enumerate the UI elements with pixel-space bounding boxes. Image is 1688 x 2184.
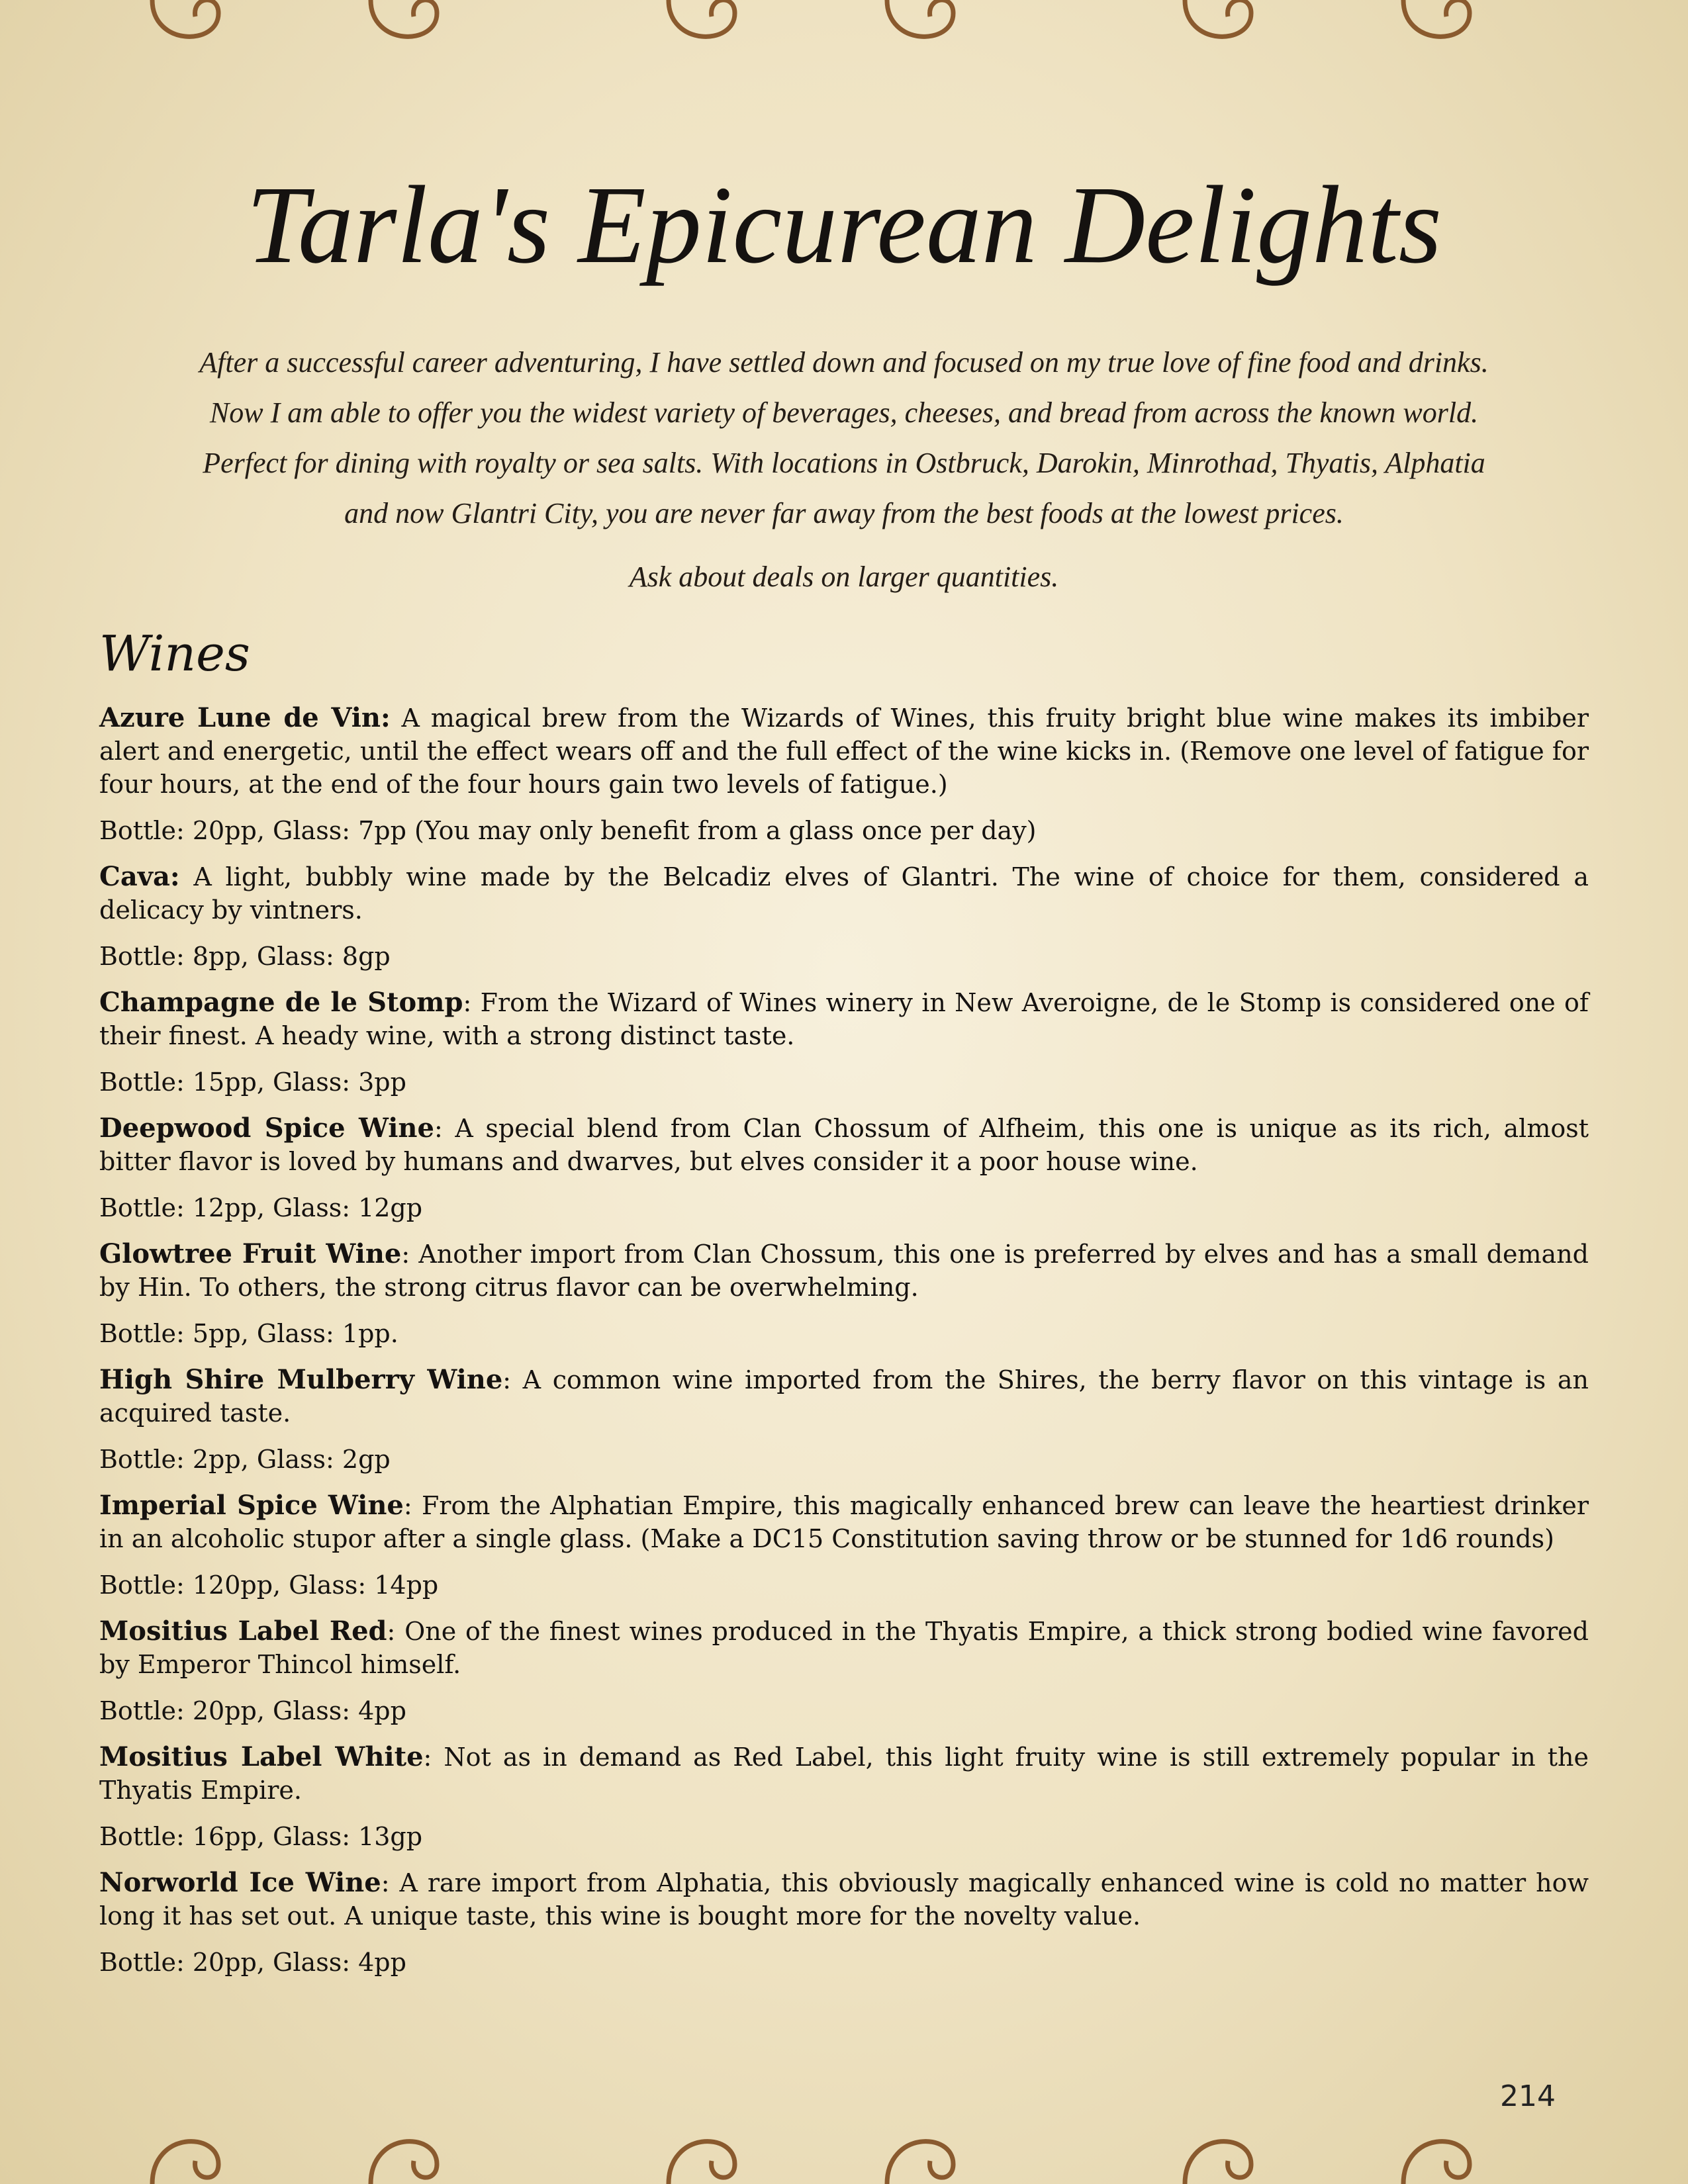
wine-description (99, 986, 1589, 1052)
page-title: Tarla's Epicurean Delights (246, 163, 1442, 287)
wine-description (99, 702, 1589, 801)
wine-name: Norworld Ice Wine (99, 1867, 381, 1898)
deals-note: Ask about deals on larger quantities. (629, 561, 1059, 593)
wine-entry (99, 1741, 1589, 1853)
wine-entry (99, 986, 1589, 1099)
wine-name: Mositius Label Red (99, 1615, 387, 1647)
wine-description-text: : From the Wizard of Wines winery in New Averoigne, de le Stomp is considered one of their finest. A heady wine, with a strong distinct taste. (99, 988, 1589, 1050)
wine-entry (99, 702, 1589, 847)
intro-line: After a successful career adventuring, I have settled down and focused on my true love of fine food and drinks. (199, 346, 1489, 379)
page-number: 214 (1500, 2079, 1556, 2113)
wine-entry (99, 1238, 1589, 1350)
wine-description-text: : One of the finest wines produced in the Thyatis Empire, a thick strong bodied wine favored by Emperor Thincol himself. (99, 1617, 1589, 1679)
wine-name: Glowtree Fruit Wine (99, 1238, 402, 1269)
wine-name: Mositius Label White (99, 1741, 424, 1772)
wine-description (99, 1112, 1589, 1178)
wine-description (99, 1363, 1589, 1430)
wine-description-text: : Another import from Clan Chossum, this one is preferred by elves and has a small demand by Hin. To others, the strong citrus flavor can be overwhelming. (99, 1240, 1589, 1302)
wine-entry (99, 1489, 1589, 1602)
wine-description (99, 860, 1589, 927)
wine-description (99, 1238, 1589, 1304)
intro-line: Perfect for dining with royalty or sea salts. With locations in Ostbruck, Darokin, Minrothad, Thyatis, Alphatia (203, 447, 1485, 479)
wine-name: High Shire Mulberry Wine (99, 1364, 503, 1395)
wine-name: Champagne de le Stomp (99, 987, 463, 1018)
wine-description-text: : A common wine imported from the Shires, the berry flavor on this vintage is an acquired taste. (99, 1365, 1589, 1428)
wine-price: Bottle: 16pp, Glass: 13gp (99, 1822, 423, 1851)
wine-name: Azure Lune de Vin: (99, 702, 391, 733)
wine-price: Bottle: 20pp, Glass: 4pp (99, 1948, 406, 1977)
wine-price: Bottle: 2pp, Glass: 2gp (99, 1445, 391, 1474)
wine-entry (99, 1615, 1589, 1727)
decorative-border-top (0, 0, 1688, 79)
wine-description-text: : A special blend from Clan Chossum of Alfheim, this one is unique as its rich, almost bitter flavor is loved by humans and dwarves, but elves consider it a poor house wine. (99, 1114, 1589, 1176)
wine-name: Imperial Spice Wine (99, 1490, 404, 1521)
wine-entry (99, 1112, 1589, 1224)
wine-price: Bottle: 15pp, Glass: 3pp (99, 1068, 406, 1097)
wine-list (99, 702, 1589, 1992)
wine-price: Bottle: 12pp, Glass: 12gp (99, 1193, 423, 1222)
wine-price: Bottle: 20pp, Glass: 7pp (You may only benefit from a glass once per day) (99, 816, 1037, 845)
wine-description-text: A magical brew from the Wizards of Wines, this fruity bright blue wine makes its imbiber alert and energetic, until the effect wears off and the full effect of the wine kicks in. (Remove one level of fatigue for four hours, at the end of the four hours gain two levels of fatigue.) (99, 704, 1589, 799)
intro-line: Now I am able to offer you the widest variety of beverages, cheeses, and bread from across the known world. (209, 396, 1479, 429)
intro-line: and now Glantri City, you are never far away from the best foods at the lowest prices. (344, 497, 1344, 529)
wine-price: Bottle: 120pp, Glass: 14pp (99, 1570, 439, 1600)
wine-description (99, 1866, 1589, 1933)
wine-price: Bottle: 5pp, Glass: 1pp. (99, 1319, 399, 1348)
wine-description-text: A light, bubbly wine made by the Belcadiz elves of Glantri. The wine of choice for them, considered a delicacy by vintners. (99, 862, 1589, 925)
wine-name: Cava: (99, 861, 180, 892)
intro-text (93, 338, 1595, 602)
wine-name: Deepwood Spice Wine (99, 1113, 434, 1144)
wine-description (99, 1615, 1589, 1681)
wine-entry (99, 860, 1589, 973)
wine-description-text: : A rare import from Alphatia, this obviously magically enhanced wine is cold no matter how long it has set out. A unique taste, this wine is bought more for the novelty value. (99, 1868, 1589, 1931)
wine-description-text: : From the Alphatian Empire, this magically enhanced brew can leave the heartiest drinker in an alcoholic stupor after a single glass. (Make a DC15 Constitution saving throw or be stunned for 1d6 rounds) (99, 1491, 1589, 1553)
decorative-border-bottom (0, 2105, 1688, 2184)
wine-description (99, 1741, 1589, 1807)
section-heading-wines: Wines (99, 625, 250, 682)
wine-entry (99, 1866, 1589, 1979)
wine-description (99, 1489, 1589, 1555)
wine-price: Bottle: 20pp, Glass: 4pp (99, 1696, 406, 1725)
wine-description-text: : Not as in demand as Red Label, this light fruity wine is still extremely popular in the Thyatis Empire. (99, 1743, 1589, 1805)
wine-price: Bottle: 8pp, Glass: 8gp (99, 942, 391, 971)
wine-entry (99, 1363, 1589, 1476)
